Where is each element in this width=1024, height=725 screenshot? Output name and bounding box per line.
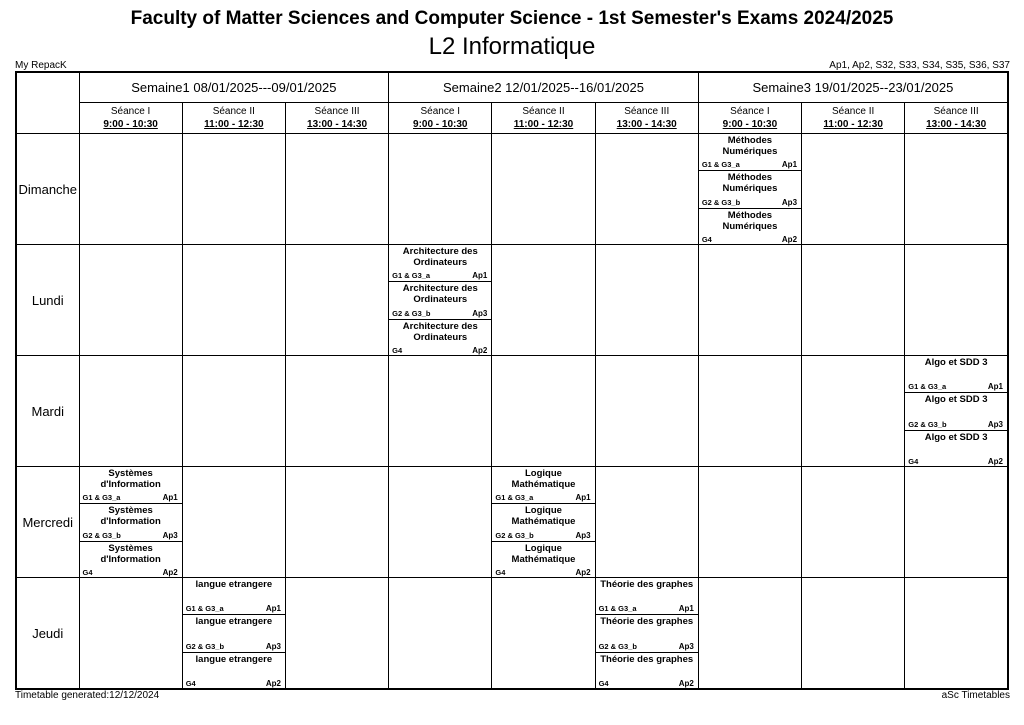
slot-cell (595, 245, 698, 356)
exam-block[interactable]: Algo et SDD 3 G1 & G3_a Ap1 (905, 356, 1007, 393)
exam-block[interactable]: langue etrangere G4 Ap2 (185, 653, 281, 688)
exam-block[interactable]: Théorie des graphes G1 & G3_a Ap1 (596, 578, 698, 615)
slot-cell (285, 134, 388, 245)
session-header: Séance III 13:00 - 14:30 (595, 103, 698, 134)
exam-block[interactable]: Méthodes Numériques G1 & G3_a Ap1 (699, 134, 801, 171)
class-title: L2 Informatique (428, 33, 596, 60)
exam-block[interactable]: Algo et SDD 3 G4 Ap2 (908, 431, 1003, 466)
day-label: Lundi (16, 245, 79, 356)
exam-block[interactable]: langue etrangere G2 & G3_b Ap3 (183, 615, 285, 652)
exam-block[interactable]: Systèmes d'Information G1 & G3_a Ap1 (80, 467, 182, 504)
slot-cell (802, 245, 905, 356)
corner-cell (16, 72, 79, 134)
exam-block[interactable]: Logique Mathématique G4 Ap2 (495, 542, 591, 577)
slot-cell (492, 467, 595, 578)
slot-cell (182, 245, 285, 356)
slot-cell (389, 245, 492, 356)
week-header: Semaine1 08/01/2025---09/01/2025 (79, 72, 389, 103)
slot-cell (285, 245, 388, 356)
slot-cell (182, 578, 285, 690)
slot-cell (492, 578, 595, 690)
slot-cell (389, 467, 492, 578)
day-label: Mardi (16, 356, 79, 467)
slot-cell (905, 134, 1008, 245)
exam-block[interactable]: Architecture des Ordinateurs G2 & G3_b Ap3 (389, 282, 491, 319)
slot-cell (595, 467, 698, 578)
slot-cell (595, 578, 698, 690)
slot-cell (285, 578, 388, 690)
slot-cell (698, 578, 801, 690)
slot-cell (802, 578, 905, 690)
exam-block[interactable]: Systèmes d'Information G2 & G3_b Ap3 (80, 504, 182, 541)
slot-cell (698, 245, 801, 356)
session-header: Séance I 9:00 - 10:30 (698, 103, 801, 134)
exam-block[interactable]: Méthodes Numériques G4 Ap2 (701, 209, 798, 244)
exam-block[interactable]: Systèmes d'Information G4 Ap2 (82, 542, 178, 577)
exam-block[interactable]: Architecture des Ordinateurs G4 Ap2 (392, 320, 488, 355)
slot-cell (802, 134, 905, 245)
day-label: Dimanche (16, 134, 79, 245)
slot-cell (389, 578, 492, 690)
session-header: Séance III 13:00 - 14:30 (285, 103, 388, 134)
slot-cell (905, 245, 1008, 356)
slot-cell (698, 467, 801, 578)
left-note: My RepacK (15, 60, 67, 71)
week-header: Semaine3 19/01/2025--23/01/2025 (698, 72, 1008, 103)
session-header: Séance II 11:00 - 12:30 (802, 103, 905, 134)
slot-cell (182, 356, 285, 467)
session-header: Séance II 11:00 - 12:30 (182, 103, 285, 134)
week-header: Semaine2 12/01/2025--16/01/2025 (389, 72, 699, 103)
faculty-title: Faculty of Matter Sciences and Computer Science - 1st Semester's Exams 2024/2025 (130, 8, 894, 29)
session-header: Séance I 9:00 - 10:30 (389, 103, 492, 134)
slot-cell (595, 134, 698, 245)
slot-cell (905, 356, 1008, 467)
generated-date: Timetable generated:12/12/2024 (15, 690, 160, 701)
exam-block[interactable]: Logique Mathématique G2 & G3_b Ap3 (492, 504, 594, 541)
slot-cell (79, 245, 182, 356)
slot-cell (492, 134, 595, 245)
exam-block[interactable]: Architecture des Ordinateurs G1 & G3_a Ap1 (389, 245, 491, 282)
brand-label: aSc Timetables (941, 690, 1010, 701)
exam-block[interactable]: Méthodes Numériques G2 & G3_b Ap3 (699, 171, 801, 208)
session-header: Séance III 13:00 - 14:30 (905, 103, 1008, 134)
exam-block[interactable]: Logique Mathématique G1 & G3_a Ap1 (492, 467, 594, 504)
timetable (15, 71, 1009, 690)
session-header: Séance I 9:00 - 10:30 (79, 103, 182, 134)
slot-cell (389, 356, 492, 467)
slot-cell (595, 356, 698, 467)
slot-cell (802, 467, 905, 578)
session-header: Séance II 11:00 - 12:30 (492, 103, 595, 134)
slot-cell (182, 134, 285, 245)
slot-cell (389, 134, 492, 245)
slot-cell (492, 356, 595, 467)
exam-block[interactable]: Algo et SDD 3 G2 & G3_b Ap3 (905, 393, 1007, 430)
slot-cell (182, 467, 285, 578)
exam-block[interactable]: Théorie des graphes G2 & G3_b Ap3 (596, 615, 698, 652)
exam-block[interactable]: langue etrangere G1 & G3_a Ap1 (183, 578, 285, 615)
slot-cell (79, 578, 182, 690)
day-label: Jeudi (16, 578, 79, 690)
slot-cell (698, 356, 801, 467)
slot-cell (492, 245, 595, 356)
slot-cell (79, 134, 182, 245)
rooms-list: Ap1, Ap2, S32, S33, S34, S35, S36, S37 (829, 60, 1010, 71)
slot-cell (905, 578, 1008, 690)
slot-cell (905, 467, 1008, 578)
exam-block[interactable]: Théorie des graphes G4 Ap2 (598, 653, 694, 688)
day-label: Mercredi (16, 467, 79, 578)
slot-cell (802, 356, 905, 467)
slot-cell (79, 467, 182, 578)
slot-cell (698, 134, 801, 245)
slot-cell (285, 356, 388, 467)
slot-cell (285, 467, 388, 578)
slot-cell (79, 356, 182, 467)
